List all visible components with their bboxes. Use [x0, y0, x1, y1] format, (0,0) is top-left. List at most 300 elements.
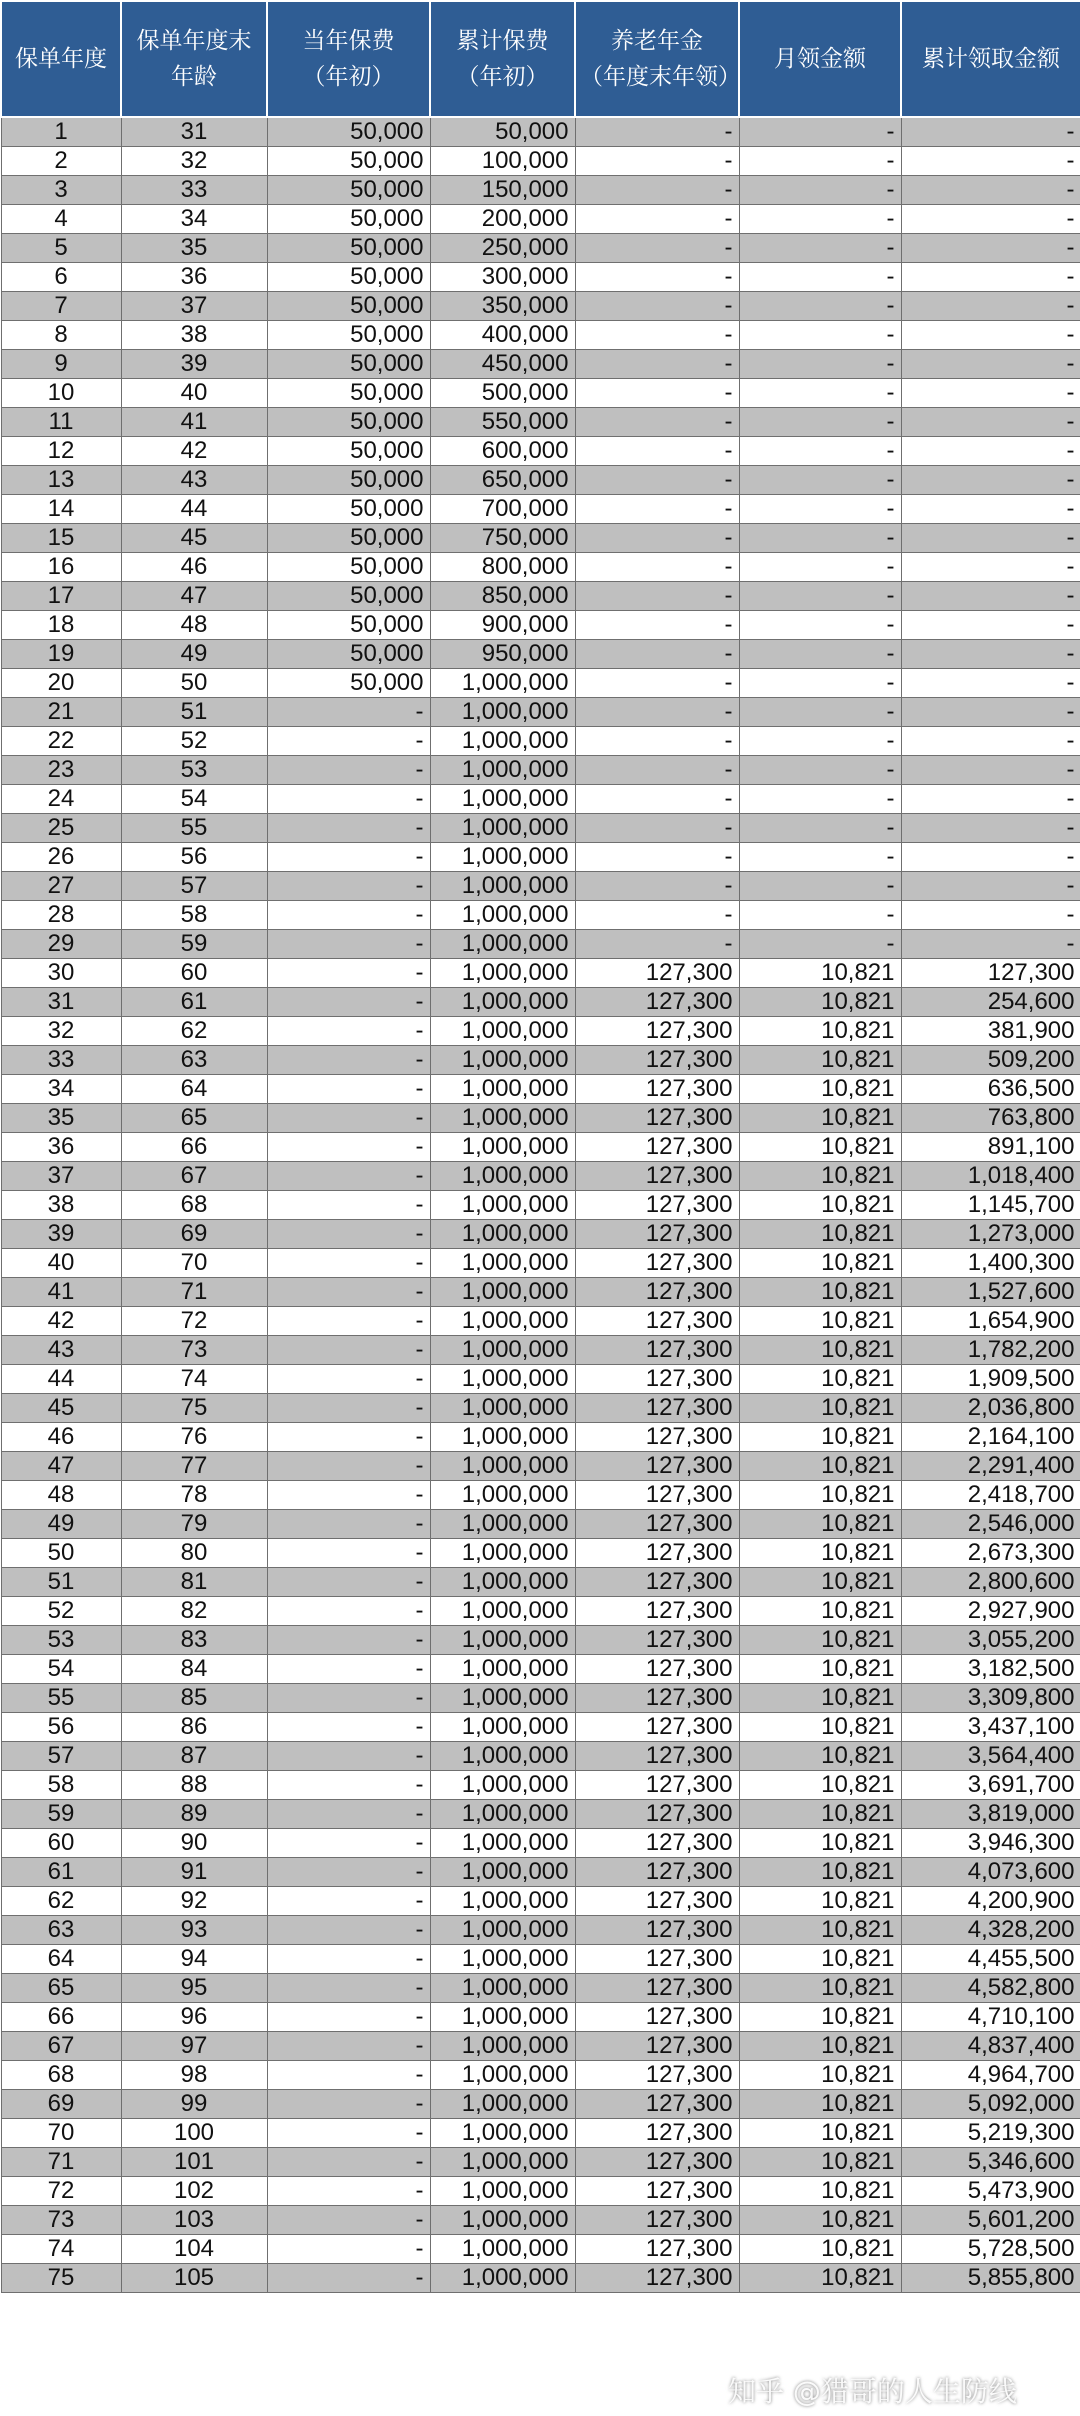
monthly-amount-cell: -	[739, 843, 901, 872]
annual-premium-cell: -	[267, 1191, 430, 1220]
annual-premium-cell: -	[267, 872, 430, 901]
cumulative-received-cell: 509,200	[901, 1046, 1080, 1075]
monthly-amount-cell: -	[739, 176, 901, 205]
monthly-amount-cell: 10,821	[739, 2003, 901, 2032]
header-cumulative-premium: 累计保费 （年初）	[430, 1, 575, 117]
age-cell: 43	[121, 466, 267, 495]
annuity-cell: -	[575, 350, 739, 379]
annuity-cell: 127,300	[575, 1539, 739, 1568]
cumulative-premium-cell: 1,000,000	[430, 1829, 575, 1858]
annuity-cell: 127,300	[575, 2206, 739, 2235]
cumulative-premium-cell: 400,000	[430, 321, 575, 350]
annuity-cell: 127,300	[575, 1655, 739, 1684]
cumulative-received-cell: -	[901, 321, 1080, 350]
cumulative-received-cell: 5,728,500	[901, 2235, 1080, 2264]
cumulative-premium-cell: 1,000,000	[430, 2206, 575, 2235]
table-row	[1, 350, 1080, 379]
policy-year-cell: 48	[1, 1481, 121, 1510]
table-row	[1, 669, 1080, 698]
cumulative-received-cell: -	[901, 379, 1080, 408]
cumulative-received-cell: 2,036,800	[901, 1394, 1080, 1423]
age-cell: 102	[121, 2177, 267, 2206]
monthly-amount-cell: -	[739, 263, 901, 292]
monthly-amount-cell: 10,821	[739, 1133, 901, 1162]
header-policy-year: 保单年度	[1, 1, 121, 117]
cumulative-received-cell: 5,855,800	[901, 2264, 1080, 2293]
cumulative-premium-cell: 50,000	[430, 117, 575, 147]
table-row	[1, 1133, 1080, 1162]
cumulative-premium-cell: 850,000	[430, 582, 575, 611]
cumulative-received-cell: -	[901, 553, 1080, 582]
monthly-amount-cell: -	[739, 756, 901, 785]
annual-premium-cell: -	[267, 1278, 430, 1307]
cumulative-received-cell: 891,100	[901, 1133, 1080, 1162]
table-row	[1, 930, 1080, 959]
policy-year-cell: 68	[1, 2061, 121, 2090]
cumulative-premium-cell: 200,000	[430, 205, 575, 234]
cumulative-premium-cell: 1,000,000	[430, 1104, 575, 1133]
annual-premium-cell: 50,000	[267, 553, 430, 582]
monthly-amount-cell: -	[739, 553, 901, 582]
annual-premium-cell: -	[267, 2061, 430, 2090]
table-row	[1, 1423, 1080, 1452]
age-cell: 59	[121, 930, 267, 959]
annuity-cell: -	[575, 901, 739, 930]
cumulative-premium-cell: 1,000,000	[430, 814, 575, 843]
annuity-cell: 127,300	[575, 2061, 739, 2090]
annuity-cell: 127,300	[575, 1568, 739, 1597]
cumulative-premium-cell: 500,000	[430, 379, 575, 408]
cumulative-premium-cell: 600,000	[430, 437, 575, 466]
cumulative-premium-cell: 1,000,000	[430, 785, 575, 814]
annuity-cell: 127,300	[575, 1249, 739, 1278]
cumulative-received-cell: -	[901, 727, 1080, 756]
annual-premium-cell: -	[267, 1858, 430, 1887]
table-row	[1, 1887, 1080, 1916]
cumulative-received-cell: -	[901, 466, 1080, 495]
annual-premium-cell: -	[267, 1771, 430, 1800]
annual-premium-cell: -	[267, 1307, 430, 1336]
policy-year-cell: 41	[1, 1278, 121, 1307]
policy-year-cell: 8	[1, 321, 121, 350]
cumulative-premium-cell: 1,000,000	[430, 2148, 575, 2177]
policy-year-cell: 50	[1, 1539, 121, 1568]
annuity-cell: -	[575, 930, 739, 959]
cumulative-received-cell: 4,073,600	[901, 1858, 1080, 1887]
table-row	[1, 785, 1080, 814]
monthly-amount-cell: -	[739, 379, 901, 408]
monthly-amount-cell: 10,821	[739, 1336, 901, 1365]
annuity-cell: 127,300	[575, 1684, 739, 1713]
cumulative-premium-cell: 1,000,000	[430, 2090, 575, 2119]
age-cell: 78	[121, 1481, 267, 1510]
age-cell: 47	[121, 582, 267, 611]
annual-premium-cell: 50,000	[267, 466, 430, 495]
table-row	[1, 1162, 1080, 1191]
table-row	[1, 611, 1080, 640]
policy-year-cell: 26	[1, 843, 121, 872]
policy-year-cell: 63	[1, 1916, 121, 1945]
table-row	[1, 1510, 1080, 1539]
policy-year-cell: 35	[1, 1104, 121, 1133]
age-cell: 73	[121, 1336, 267, 1365]
cumulative-received-cell: 5,473,900	[901, 2177, 1080, 2206]
annuity-cell: 127,300	[575, 1945, 739, 1974]
monthly-amount-cell: 10,821	[739, 1713, 901, 1742]
age-cell: 37	[121, 292, 267, 321]
cumulative-premium-cell: 800,000	[430, 553, 575, 582]
policy-year-cell: 61	[1, 1858, 121, 1887]
policy-year-cell: 46	[1, 1423, 121, 1452]
table-row	[1, 901, 1080, 930]
cumulative-received-cell: 5,219,300	[901, 2119, 1080, 2148]
cumulative-received-cell: -	[901, 785, 1080, 814]
cumulative-received-cell: 4,455,500	[901, 1945, 1080, 1974]
age-cell: 54	[121, 785, 267, 814]
cumulative-premium-cell: 1,000,000	[430, 1800, 575, 1829]
annual-premium-cell: -	[267, 1046, 430, 1075]
table-row	[1, 1829, 1080, 1858]
cumulative-premium-cell: 1,000,000	[430, 2003, 575, 2032]
age-cell: 57	[121, 872, 267, 901]
table-row	[1, 756, 1080, 785]
monthly-amount-cell: 10,821	[739, 1452, 901, 1481]
annual-premium-cell: 50,000	[267, 292, 430, 321]
cumulative-premium-cell: 1,000,000	[430, 1220, 575, 1249]
annuity-cell: 127,300	[575, 1104, 739, 1133]
monthly-amount-cell: -	[739, 292, 901, 321]
annual-premium-cell: 50,000	[267, 669, 430, 698]
cumulative-premium-cell: 1,000,000	[430, 1916, 575, 1945]
annual-premium-cell: -	[267, 1568, 430, 1597]
table-row	[1, 1684, 1080, 1713]
table-row	[1, 1104, 1080, 1133]
age-cell: 77	[121, 1452, 267, 1481]
policy-year-cell: 9	[1, 350, 121, 379]
annual-premium-cell: -	[267, 2264, 430, 2293]
age-cell: 48	[121, 611, 267, 640]
policy-year-cell: 1	[1, 117, 121, 147]
annual-premium-cell: -	[267, 1423, 430, 1452]
cumulative-received-cell: -	[901, 292, 1080, 321]
cumulative-premium-cell: 1,000,000	[430, 1626, 575, 1655]
annuity-cell: 127,300	[575, 1365, 739, 1394]
table-row	[1, 553, 1080, 582]
annual-premium-cell: -	[267, 1017, 430, 1046]
annual-premium-cell: -	[267, 756, 430, 785]
annual-premium-cell: -	[267, 2032, 430, 2061]
table-row	[1, 1539, 1080, 1568]
policy-year-cell: 57	[1, 1742, 121, 1771]
annual-premium-cell: -	[267, 1742, 430, 1771]
table-row	[1, 292, 1080, 321]
policy-year-cell: 59	[1, 1800, 121, 1829]
table-row	[1, 1307, 1080, 1336]
table-row	[1, 2206, 1080, 2235]
age-cell: 56	[121, 843, 267, 872]
cumulative-received-cell: 3,564,400	[901, 1742, 1080, 1771]
policy-year-cell: 23	[1, 756, 121, 785]
annual-premium-cell: -	[267, 1539, 430, 1568]
policy-year-cell: 32	[1, 1017, 121, 1046]
header-annual-premium: 当年保费 （年初）	[267, 1, 430, 117]
annual-premium-cell: -	[267, 1162, 430, 1191]
monthly-amount-cell: -	[739, 814, 901, 843]
annual-premium-cell: -	[267, 1133, 430, 1162]
policy-year-cell: 12	[1, 437, 121, 466]
policy-year-cell: 56	[1, 1713, 121, 1742]
policy-year-cell: 16	[1, 553, 121, 582]
monthly-amount-cell: 10,821	[739, 2264, 901, 2293]
table-row	[1, 437, 1080, 466]
monthly-amount-cell: 10,821	[739, 1510, 901, 1539]
cumulative-premium-cell: 1,000,000	[430, 1162, 575, 1191]
age-cell: 64	[121, 1075, 267, 1104]
table-row	[1, 524, 1080, 553]
annuity-cell: 127,300	[575, 1278, 739, 1307]
cumulative-received-cell: -	[901, 263, 1080, 292]
cumulative-premium-cell: 1,000,000	[430, 843, 575, 872]
annual-premium-cell: 50,000	[267, 408, 430, 437]
cumulative-premium-cell: 1,000,000	[430, 1017, 575, 1046]
cumulative-premium-cell: 1,000,000	[430, 1539, 575, 1568]
table-row	[1, 234, 1080, 263]
policy-year-cell: 24	[1, 785, 121, 814]
age-cell: 97	[121, 2032, 267, 2061]
cumulative-received-cell: 3,691,700	[901, 1771, 1080, 1800]
cumulative-premium-cell: 1,000,000	[430, 1684, 575, 1713]
age-cell: 71	[121, 1278, 267, 1307]
age-cell: 63	[121, 1046, 267, 1075]
policy-year-cell: 70	[1, 2119, 121, 2148]
cumulative-received-cell: -	[901, 350, 1080, 379]
age-cell: 42	[121, 437, 267, 466]
policy-year-cell: 73	[1, 2206, 121, 2235]
cumulative-received-cell: 636,500	[901, 1075, 1080, 1104]
annual-premium-cell: -	[267, 1945, 430, 1974]
annuity-cell: 127,300	[575, 2148, 739, 2177]
cumulative-premium-cell: 1,000,000	[430, 1278, 575, 1307]
age-cell: 69	[121, 1220, 267, 1249]
monthly-amount-cell: 10,821	[739, 1017, 901, 1046]
table-row	[1, 1017, 1080, 1046]
table-row	[1, 1249, 1080, 1278]
cumulative-premium-cell: 1,000,000	[430, 1423, 575, 1452]
table-row	[1, 1394, 1080, 1423]
table-row	[1, 1046, 1080, 1075]
annuity-cell: 127,300	[575, 1742, 739, 1771]
annual-premium-cell: 50,000	[267, 350, 430, 379]
annual-premium-cell: -	[267, 1481, 430, 1510]
table-row	[1, 2090, 1080, 2119]
annuity-cell: 127,300	[575, 2090, 739, 2119]
policy-year-cell: 13	[1, 466, 121, 495]
monthly-amount-cell: -	[739, 117, 901, 147]
age-cell: 96	[121, 2003, 267, 2032]
cumulative-received-cell: 3,182,500	[901, 1655, 1080, 1684]
annual-premium-cell: -	[267, 2090, 430, 2119]
policy-year-cell: 62	[1, 1887, 121, 1916]
cumulative-received-cell: -	[901, 669, 1080, 698]
table-row	[1, 1568, 1080, 1597]
annual-premium-cell: -	[267, 1365, 430, 1394]
monthly-amount-cell: 10,821	[739, 1974, 901, 2003]
table-row	[1, 2003, 1080, 2032]
monthly-amount-cell: -	[739, 321, 901, 350]
annual-premium-cell: -	[267, 930, 430, 959]
policy-year-cell: 75	[1, 2264, 121, 2293]
age-cell: 76	[121, 1423, 267, 1452]
monthly-amount-cell: 10,821	[739, 1916, 901, 1945]
header-cumulative-received: 累计领取金额	[901, 1, 1080, 117]
annuity-cell: -	[575, 437, 739, 466]
annuity-cell: -	[575, 553, 739, 582]
policy-year-cell: 66	[1, 2003, 121, 2032]
cumulative-received-cell: 2,800,600	[901, 1568, 1080, 1597]
policy-year-cell: 15	[1, 524, 121, 553]
annual-premium-cell: -	[267, 1887, 430, 1916]
annuity-cell: -	[575, 524, 739, 553]
annuity-cell: 127,300	[575, 1423, 739, 1452]
cumulative-premium-cell: 950,000	[430, 640, 575, 669]
monthly-amount-cell: 10,821	[739, 1626, 901, 1655]
monthly-amount-cell: 10,821	[739, 2061, 901, 2090]
age-cell: 81	[121, 1568, 267, 1597]
age-cell: 84	[121, 1655, 267, 1684]
annuity-cell: -	[575, 872, 739, 901]
annual-premium-cell: -	[267, 1394, 430, 1423]
age-cell: 99	[121, 2090, 267, 2119]
monthly-amount-cell: 10,821	[739, 988, 901, 1017]
age-cell: 91	[121, 1858, 267, 1887]
policy-year-cell: 4	[1, 205, 121, 234]
cumulative-premium-cell: 1,000,000	[430, 872, 575, 901]
annual-premium-cell: 50,000	[267, 640, 430, 669]
annuity-cell: 127,300	[575, 1887, 739, 1916]
policy-year-cell: 43	[1, 1336, 121, 1365]
age-cell: 90	[121, 1829, 267, 1858]
policy-year-cell: 29	[1, 930, 121, 959]
table-row	[1, 379, 1080, 408]
cumulative-received-cell: 1,018,400	[901, 1162, 1080, 1191]
monthly-amount-cell: 10,821	[739, 1249, 901, 1278]
age-cell: 75	[121, 1394, 267, 1423]
annuity-cell: 127,300	[575, 1829, 739, 1858]
policy-year-cell: 67	[1, 2032, 121, 2061]
cumulative-received-cell: 3,946,300	[901, 1829, 1080, 1858]
cumulative-received-cell: -	[901, 843, 1080, 872]
age-cell: 40	[121, 379, 267, 408]
cumulative-received-cell: -	[901, 582, 1080, 611]
annuity-cell: 127,300	[575, 959, 739, 988]
monthly-amount-cell: -	[739, 408, 901, 437]
annuity-cell: -	[575, 698, 739, 727]
cumulative-premium-cell: 1,000,000	[430, 2235, 575, 2264]
table-row	[1, 1742, 1080, 1771]
monthly-amount-cell: 10,821	[739, 1858, 901, 1887]
policy-year-cell: 3	[1, 176, 121, 205]
annual-premium-cell: -	[267, 1829, 430, 1858]
age-cell: 50	[121, 669, 267, 698]
annuity-cell: -	[575, 843, 739, 872]
age-cell: 66	[121, 1133, 267, 1162]
cumulative-premium-cell: 250,000	[430, 234, 575, 263]
cumulative-received-cell: 2,673,300	[901, 1539, 1080, 1568]
monthly-amount-cell: -	[739, 727, 901, 756]
annual-premium-cell: -	[267, 1452, 430, 1481]
cumulative-received-cell: 381,900	[901, 1017, 1080, 1046]
cumulative-received-cell: 4,328,200	[901, 1916, 1080, 1945]
table-row	[1, 2235, 1080, 2264]
annuity-cell: 127,300	[575, 1162, 739, 1191]
monthly-amount-cell: -	[739, 205, 901, 234]
cumulative-received-cell: 2,927,900	[901, 1597, 1080, 1626]
cumulative-received-cell: 2,418,700	[901, 1481, 1080, 1510]
monthly-amount-cell: 10,821	[739, 1278, 901, 1307]
annual-premium-cell: -	[267, 1916, 430, 1945]
policy-year-cell: 28	[1, 901, 121, 930]
policy-year-cell: 38	[1, 1191, 121, 1220]
table-row	[1, 1655, 1080, 1684]
cumulative-premium-cell: 650,000	[430, 466, 575, 495]
age-cell: 58	[121, 901, 267, 930]
table-row	[1, 640, 1080, 669]
annual-premium-cell: 50,000	[267, 321, 430, 350]
annuity-cell: 127,300	[575, 1191, 739, 1220]
cumulative-premium-cell: 1,000,000	[430, 959, 575, 988]
age-cell: 31	[121, 117, 267, 147]
cumulative-premium-cell: 1,000,000	[430, 669, 575, 698]
policy-year-cell: 30	[1, 959, 121, 988]
annuity-cell: 127,300	[575, 1771, 739, 1800]
annual-premium-cell: 50,000	[267, 437, 430, 466]
cumulative-received-cell: -	[901, 234, 1080, 263]
cumulative-premium-cell: 1,000,000	[430, 1133, 575, 1162]
age-cell: 60	[121, 959, 267, 988]
annuity-cell: -	[575, 611, 739, 640]
age-cell: 83	[121, 1626, 267, 1655]
annual-premium-cell: -	[267, 2206, 430, 2235]
age-cell: 103	[121, 2206, 267, 2235]
monthly-amount-cell: -	[739, 582, 901, 611]
monthly-amount-cell: 10,821	[739, 1075, 901, 1104]
table-row	[1, 2177, 1080, 2206]
annual-premium-cell: -	[267, 1104, 430, 1133]
policy-year-cell: 52	[1, 1597, 121, 1626]
age-cell: 89	[121, 1800, 267, 1829]
cumulative-premium-cell: 1,000,000	[430, 1887, 575, 1916]
cumulative-premium-cell: 1,000,000	[430, 727, 575, 756]
policy-year-cell: 60	[1, 1829, 121, 1858]
cumulative-received-cell: -	[901, 437, 1080, 466]
monthly-amount-cell: 10,821	[739, 1829, 901, 1858]
policy-year-cell: 58	[1, 1771, 121, 1800]
annual-premium-cell: 50,000	[267, 117, 430, 147]
table-row	[1, 1365, 1080, 1394]
cumulative-received-cell: 3,819,000	[901, 1800, 1080, 1829]
annuity-cell: 127,300	[575, 1510, 739, 1539]
cumulative-premium-cell: 1,000,000	[430, 1365, 575, 1394]
monthly-amount-cell: 10,821	[739, 2090, 901, 2119]
table-row	[1, 727, 1080, 756]
cumulative-premium-cell: 150,000	[430, 176, 575, 205]
age-cell: 104	[121, 2235, 267, 2264]
annual-premium-cell: -	[267, 843, 430, 872]
cumulative-premium-cell: 1,000,000	[430, 1771, 575, 1800]
annual-premium-cell: 50,000	[267, 176, 430, 205]
cumulative-premium-cell: 1,000,000	[430, 2177, 575, 2206]
table-row	[1, 1191, 1080, 1220]
